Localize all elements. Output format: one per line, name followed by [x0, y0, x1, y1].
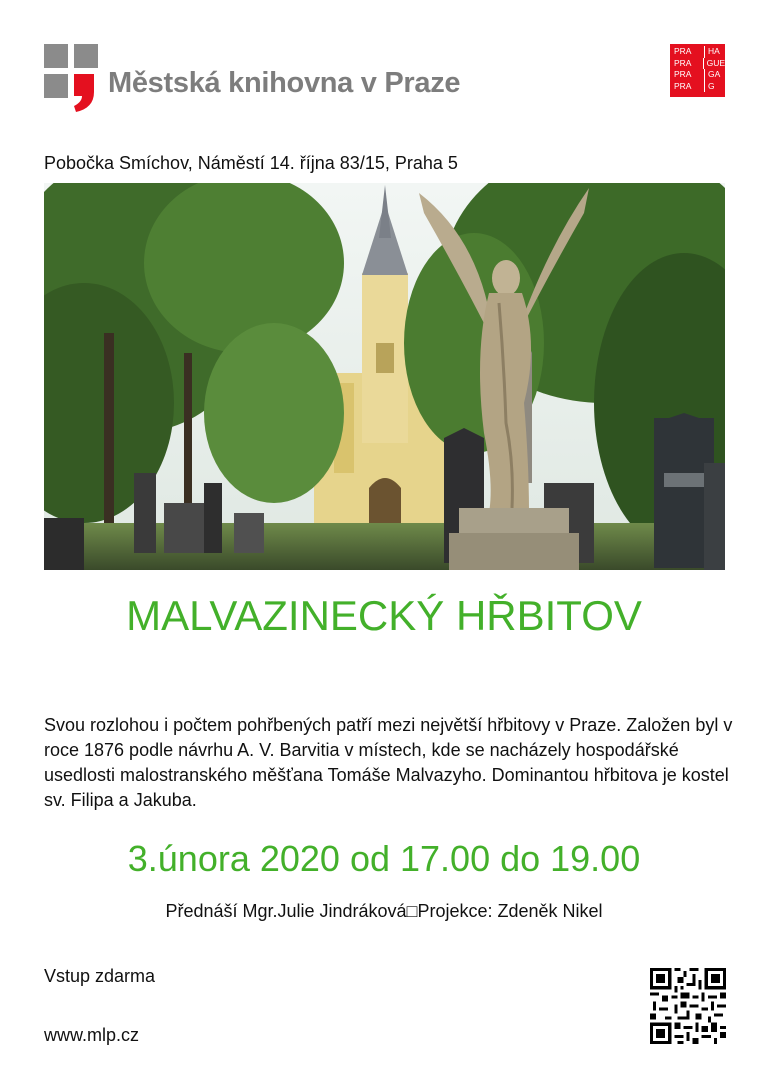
lecturer-credits: Přednáší Mgr.Julie Jindráková□Projekce: Zdeněk Nikel — [165, 901, 603, 921]
cemetery-photo — [44, 183, 725, 570]
cemetery-photo-image — [44, 183, 725, 570]
branch-address: Pobočka Smíchov, Náměstí 14. října 83/15, Praha 5 — [44, 153, 458, 173]
admission-info: Vstup zdarma — [44, 966, 156, 986]
praha-logo-badge — [670, 44, 725, 97]
event-description: Svou rozlohou i počtem pohřbených patří mezi největší hřbitovy v Praze. Založen byl v roce 1876 podle návrhu A. V. Barvitia v místech, kde se nacházely hospodářské usedlosti malostranského měšťana Tomáše Malvazyho. Dominantou hřbitova je kostel sv. Filipa a Jakuba. — [44, 715, 733, 810]
badge-text: PRA — [674, 81, 705, 93]
library-logo-mark — [44, 44, 100, 120]
qr-code-icon[interactable] — [650, 968, 726, 1044]
event-datetime: 3.února 2020 od 17.00 do 19.00 — [127, 838, 641, 879]
badge-text: GA — [708, 69, 721, 79]
website-link[interactable]: www.mlp.cz — [44, 1025, 140, 1045]
event-title: MALVAZINECKÝ HŘBITOV — [126, 592, 642, 639]
badge-text: PRA — [674, 58, 704, 70]
library-name: Městská knihovna v Praze — [108, 67, 461, 99]
badge-text: G — [708, 80, 715, 91]
badge-text: HA — [708, 46, 720, 56]
badge-text: PRA — [674, 46, 705, 58]
badge-text: GUE — [706, 57, 725, 68]
badge-text: PRA — [674, 69, 705, 81]
logo-comma-icon — [74, 74, 94, 112]
